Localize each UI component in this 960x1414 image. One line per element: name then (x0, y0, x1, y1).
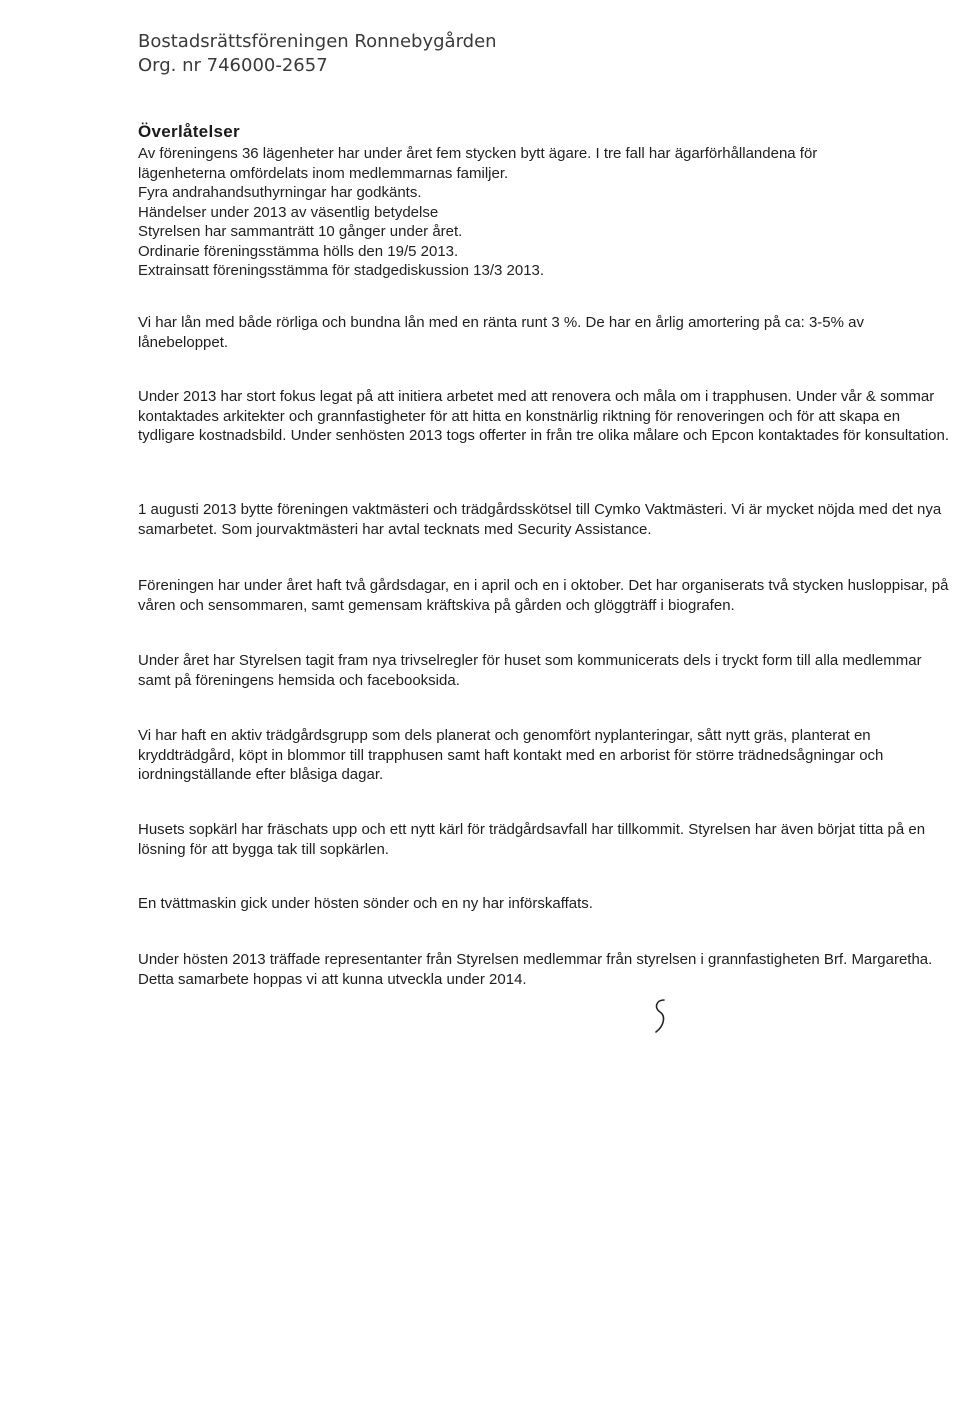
paragraph-loans: Vi har lån med både rörliga och bundna lån med en ränta runt 3 %. De har en årlig amortering på ca: 3-5% av lånebeloppet. (138, 314, 864, 351)
summary-line: Ordinarie föreningsstämma hölls den 19/5 2013. (138, 242, 459, 260)
section-heading: Överlåtelser (138, 122, 240, 141)
paragraph-waste-bins: Husets sopkärl har fräschats upp och ett nytt kärl för trädgårdsavfall har tillkommit. Styrelsen har även börjat titta på en lösning för att bygga tak till sopkärlen. (138, 821, 926, 858)
summary-line: Extrainsatt föreningsstämma för stadgediskussion 13/3 2013. (138, 262, 545, 279)
summary-line: Fyra andrahandsuthyrningar har godkänts. (138, 184, 422, 201)
summary-line: Händelser under 2013 av väsentlig betydelse (138, 203, 439, 221)
paragraph-garden-group: Vi har haft en aktiv trädgårdsgrupp som dels planerat och genomfört nyplanteringar, sått nytt gräs, planterat en kryddträdgård, köpt in blommor till trapphusen samt haft kontakt med en arborist för större trädnedsågningar och iordningställande efter blåsiga dagar. (138, 727, 884, 783)
paragraph-events: Föreningen har under året haft två gårdsdagar, en i april och en i oktober. Det har organiserats två stycken husloppisar, på våren och sensommaren, samt gemensam kräftskiva på gården och glöggträff i biografen. (138, 577, 949, 614)
organization-number: Org. nr 746000-2657 (138, 55, 328, 76)
summary-line: Av föreningens 36 lägenheter har under året fem stycken bytt ägare. I tre fall har ägarförhållandena för (138, 145, 818, 162)
paragraph-cooperation: Under hösten 2013 träffade representanter från Styrelsen medlemmar från styrelsen i grannfastigheten Brf. Margaretha. Detta samarbete hoppas vi att kunna utveckla under 2014. (138, 951, 933, 988)
summary-line: Styrelsen har sammanträtt 10 gånger under året. (138, 223, 463, 240)
signature-initial-mark (648, 996, 672, 1036)
paragraph-renovation: Under 2013 har stort fokus legat på att initiera arbetet med att renovera och måla om i trapphusen. Under vår & sommar kontaktades arkitekter och grannfastigheter för att hitta en konstnärlig riktning för renoveringen och för att skapa en tydligare kostnadsbild. Under senhösten 2013 togs offerter in från tre olika målare och Epcon kontaktades för konsultation. (138, 388, 950, 444)
section-summary-lines (138, 144, 817, 281)
organization-name: Bostadsrättsföreningen Ronnebygården (138, 31, 497, 52)
summary-line: lägenheterna omfördelats inom medlemmarnas familjer. (138, 164, 509, 182)
document-header (138, 30, 497, 78)
paragraph-washing-machine: En tvättmaskin gick under hösten sönder och en ny har införskaffats. (138, 895, 593, 912)
paragraph-house-rules: Under året har Styrelsen tagit fram nya trivselregler för huset som kommunicerats dels i tryckt form till alla medlemmar samt på föreningens hemsida och facebooksida. (138, 652, 922, 689)
paragraph-caretaker: 1 augusti 2013 bytte föreningen vaktmästeri och trädgårdsskötsel till Cymko Vaktmästeri. Vi är mycket nöjda med det nya samarbetet. Som jourvaktmästeri har avtal tecknats med Security Assistance. (138, 501, 942, 538)
